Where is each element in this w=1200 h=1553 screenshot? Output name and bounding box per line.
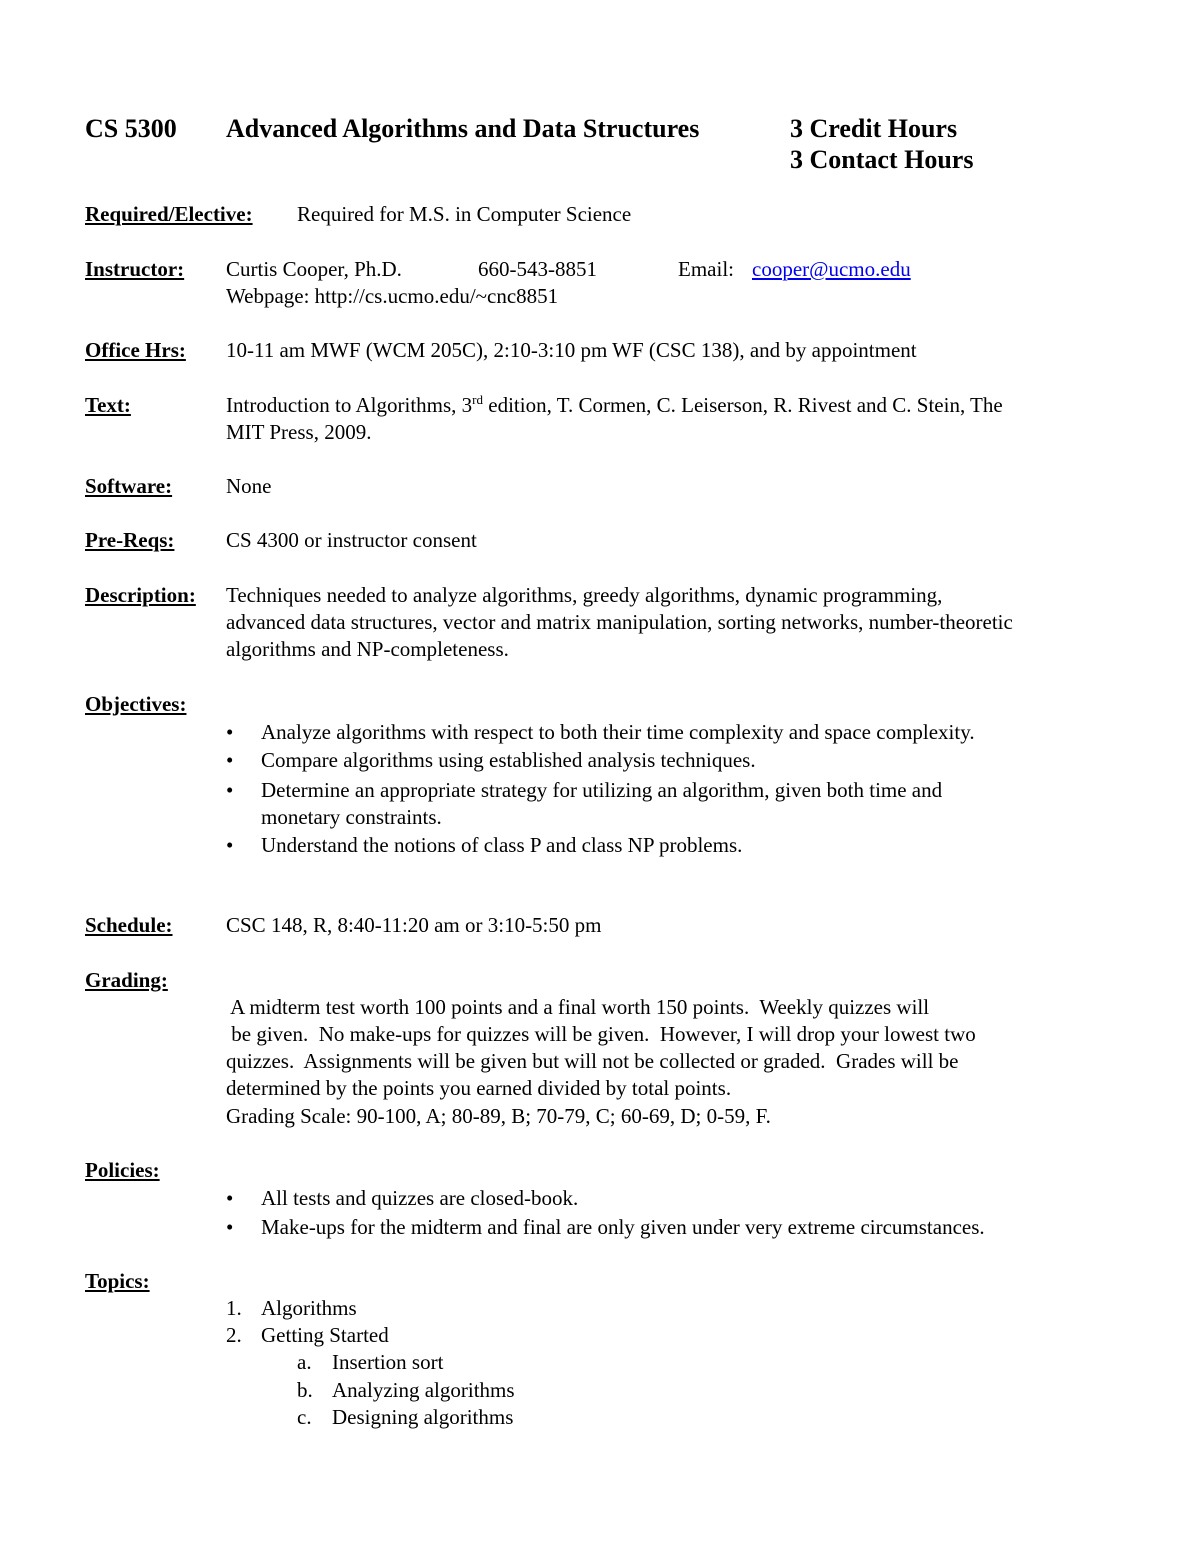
topic-number: 1.	[226, 1296, 242, 1320]
topic-text: Getting Started	[261, 1323, 389, 1347]
software-value: None	[226, 474, 272, 498]
schedule-label: Schedule:	[85, 913, 173, 937]
grading-line: determined by the points you earned divided by total points.	[226, 1076, 732, 1100]
textbook-line-1	[226, 393, 1003, 418]
topic-text: Algorithms	[261, 1296, 357, 1320]
prereqs-label: Pre-Reqs:	[85, 528, 175, 552]
objective-item	[226, 778, 942, 803]
textbook-part-1: Introduction to Algorithms, 3	[226, 393, 473, 417]
description-line: algorithms and NP-completeness.	[226, 637, 509, 661]
office-hours-value: 10-11 am MWF (WCM 205C), 2:10-3:10 pm WF (CSC 138), and by appointment	[226, 338, 917, 362]
objective-text: Analyze algorithms with respect to both their time complexity and space complexity.	[261, 720, 975, 744]
prereqs-value: CS 4300 or instructor consent	[226, 528, 477, 552]
grading-line: be given. No make-ups for quizzes will be given. However, I will drop your lowest two	[226, 1022, 976, 1046]
bullet-icon: •	[226, 778, 234, 802]
email-label: Email:	[678, 257, 734, 281]
policy-text: Make-ups for the midterm and final are only given under very extreme circumstances.	[261, 1215, 985, 1239]
email-link[interactable]: cooper@ucmo.edu	[752, 257, 911, 281]
policy-item	[226, 1186, 578, 1211]
required-label: Required/Elective:	[85, 202, 253, 226]
objectives-label: Objectives:	[85, 692, 187, 716]
instructor-label: Instructor:	[85, 257, 185, 281]
grading-line: quizzes. Assignments will be given but will not be collected or graded. Grades will be	[226, 1049, 959, 1073]
bullet-icon: •	[226, 833, 234, 857]
subtopic-text: Analyzing algorithms	[332, 1378, 515, 1402]
bullet-icon: •	[226, 1186, 234, 1210]
objective-text: Determine an appropriate strategy for utilizing an algorithm, given both time and	[261, 778, 943, 802]
textbook-part-2: edition, T. Cormen, C. Leiserson, R. Rivest and C. Stein, The	[483, 393, 1003, 417]
office-hours-label: Office Hrs:	[85, 338, 186, 362]
policies-label: Policies:	[85, 1158, 160, 1182]
contact-hours: 3 Contact Hours	[790, 145, 974, 174]
description-label: Description:	[85, 583, 196, 607]
topics-label: Topics:	[85, 1269, 150, 1293]
textbook-line-2: MIT Press, 2009.	[226, 420, 372, 444]
subtopic-text: Designing algorithms	[332, 1405, 514, 1429]
policy-item	[226, 1215, 985, 1240]
instructor-phone: 660-543-8851	[478, 257, 597, 281]
instructor-name: Curtis Cooper, Ph.D.	[226, 257, 402, 281]
bullet-icon: •	[226, 1215, 234, 1239]
objective-item	[226, 833, 742, 858]
bullet-icon: •	[226, 748, 234, 772]
required-value: Required for M.S. in Computer Science	[297, 202, 632, 226]
description-line: Techniques needed to analyze algorithms, greedy algorithms, dynamic programming,	[226, 583, 943, 607]
subtopic-text: Insertion sort	[332, 1350, 444, 1374]
grading-label: Grading:	[85, 968, 168, 992]
course-code: CS 5300	[85, 114, 177, 143]
bullet-icon: •	[226, 720, 234, 744]
textbook-superscript: rd	[472, 392, 483, 407]
schedule-value: CSC 148, R, 8:40-11:20 am or 3:10-5:50 pm	[226, 913, 602, 937]
credit-hours: 3 Credit Hours	[790, 114, 958, 143]
objective-text: Compare algorithms using established analysis techniques.	[261, 748, 756, 772]
policy-text: All tests and quizzes are closed-book.	[261, 1186, 579, 1210]
description-line: advanced data structures, vector and matrix manipulation, sorting networks, number-theoretic	[226, 610, 1013, 634]
objective-item	[226, 748, 756, 773]
software-label: Software:	[85, 474, 173, 498]
subtopic-letter: b.	[297, 1378, 313, 1402]
objective-text: Understand the notions of class P and class NP problems.	[261, 833, 743, 857]
grading-scale: Grading Scale: 90-100, A; 80-89, B; 70-79, C; 60-69, D; 0-59, F.	[226, 1104, 771, 1128]
instructor-webpage: Webpage: http://cs.ucmo.edu/~cnc8851	[226, 284, 559, 308]
subtopic-letter: a.	[297, 1350, 312, 1374]
text-label: Text:	[85, 393, 131, 417]
course-title: Advanced Algorithms and Data Structures	[226, 114, 700, 143]
subtopic-letter: c.	[297, 1405, 312, 1429]
grading-line: A midterm test worth 100 points and a final worth 150 points. Weekly quizzes will	[226, 995, 930, 1019]
topic-number: 2.	[226, 1323, 242, 1347]
objective-text-continued: monetary constraints.	[261, 805, 442, 829]
objective-item	[226, 720, 975, 745]
